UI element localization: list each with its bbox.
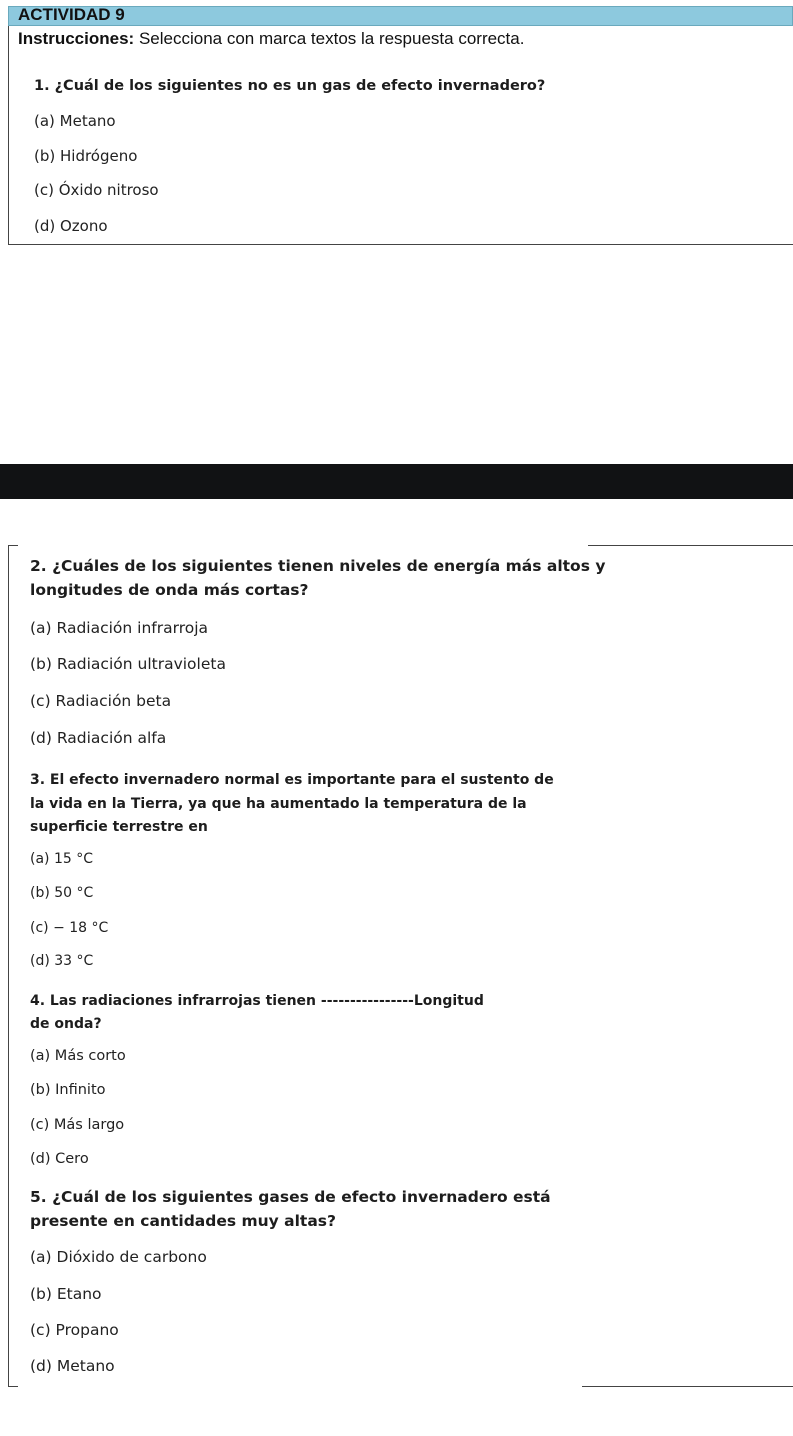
question-3-option-c[interactable]: (c) − 18 °C bbox=[30, 920, 109, 936]
question-3-option-d[interactable]: (d) 33 °C bbox=[30, 953, 94, 969]
question-5-option-c[interactable]: (c) Propano bbox=[30, 1321, 119, 1339]
question-4-text-line1[interactable]: 4. Las radiaciones infrarrojas tienen ----------------Longitud bbox=[30, 993, 484, 1009]
instructions-text: Selecciona con marca textos la respuesta correcta. bbox=[138, 29, 525, 48]
question-2-text-line2[interactable]: longitudes de onda más cortas? bbox=[30, 581, 309, 599]
question-3-option-a[interactable]: (a) 15 °C bbox=[30, 851, 93, 867]
question-1-text[interactable]: 1. ¿Cuál de los siguientes no es un gas de efecto invernadero? bbox=[34, 78, 546, 94]
questions-box-rule-top bbox=[588, 545, 793, 546]
question-5-option-b[interactable]: (b) Etano bbox=[30, 1285, 102, 1303]
question-3-option-b[interactable]: (b) 50 °C bbox=[30, 885, 94, 901]
questions-box-corner-bl bbox=[8, 1386, 18, 1387]
page-separator-band bbox=[0, 464, 793, 499]
question-5-option-d[interactable]: (d) Metano bbox=[30, 1357, 115, 1375]
question-1-option-b[interactable]: (b) Hidrógeno bbox=[34, 147, 138, 165]
activity-header-bar bbox=[8, 6, 793, 26]
question-2-option-a[interactable]: (a) Radiación infrarroja bbox=[30, 619, 209, 637]
question-1-option-c[interactable]: (c) Óxido nitroso bbox=[34, 181, 159, 199]
activity-title: ACTIVIDAD 9 bbox=[18, 5, 125, 24]
question-3-text-line1[interactable]: 3. El efecto invernadero normal es importante para el sustento de bbox=[30, 772, 554, 788]
question-1-option-d[interactable]: (d) Ozono bbox=[34, 217, 108, 235]
question-5-text-line1[interactable]: 5. ¿Cuál de los siguientes gases de efecto invernadero está bbox=[30, 1188, 551, 1206]
question-2-option-b[interactable]: (b) Radiación ultravioleta bbox=[30, 655, 226, 673]
instructions bbox=[18, 29, 524, 49]
question-2-option-c[interactable]: (c) Radiación beta bbox=[30, 692, 172, 710]
question-4-option-a[interactable]: (a) Más corto bbox=[30, 1048, 126, 1064]
question-4-option-c[interactable]: (c) Más largo bbox=[30, 1117, 125, 1133]
questions-box-corner-tl bbox=[8, 545, 18, 546]
question-2-option-d[interactable]: (d) Radiación alfa bbox=[30, 729, 167, 747]
question-1-box bbox=[8, 26, 793, 245]
question-4-option-d[interactable]: (d) Cero bbox=[30, 1151, 89, 1167]
question-5-text-line2[interactable]: presente en cantidades muy altas? bbox=[30, 1212, 337, 1230]
instructions-label: Instrucciones: bbox=[18, 29, 135, 48]
question-5-option-a[interactable]: (a) Dióxido de carbono bbox=[30, 1248, 207, 1266]
questions-box-border bbox=[8, 545, 9, 1387]
question-2-text-line1[interactable]: 2. ¿Cuáles de los siguientes tienen niveles de energía más altos y bbox=[30, 557, 606, 575]
question-3-text-line3[interactable]: superficie terrestre en bbox=[30, 819, 208, 835]
questions-box-rule-bottom bbox=[582, 1386, 793, 1387]
question-4-option-b[interactable]: (b) Infinito bbox=[30, 1082, 106, 1098]
question-3-text-line2[interactable]: la vida en la Tierra, ya que ha aumentado la temperatura de la bbox=[30, 796, 527, 812]
question-4-text-line2[interactable]: de onda? bbox=[30, 1016, 102, 1032]
question-1-option-a[interactable]: (a) Metano bbox=[34, 112, 116, 130]
